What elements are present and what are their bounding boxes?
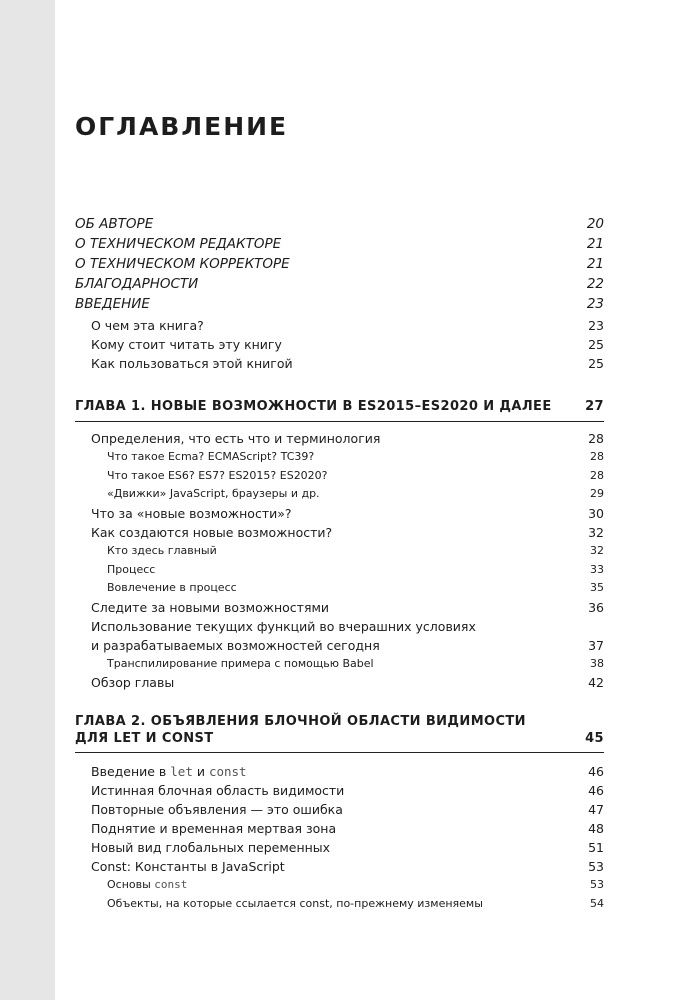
toc-entry[interactable]	[91, 525, 604, 540]
toc-entry-label: Использование текущих функций во вчерашних условиях	[91, 619, 476, 634]
toc-entry[interactable]	[75, 236, 604, 252]
toc-entry[interactable]	[91, 783, 604, 798]
toc-entry-label: Что за «новые возможности»?	[91, 506, 292, 522]
chapter-page: 45	[585, 731, 604, 746]
toc-entry[interactable]	[107, 581, 604, 594]
toc-entry[interactable]	[107, 469, 604, 482]
toc-entry[interactable]	[91, 356, 604, 371]
toc-entry-label: О чем эта книга?	[91, 318, 204, 333]
toc-entry-page: 36	[588, 600, 604, 616]
toc-entry-page: 51	[588, 840, 604, 855]
toc-entry-label: Введение в let и const	[91, 764, 247, 779]
toc-entry[interactable]	[107, 897, 604, 910]
toc-entry-label: Повторные объявления — это ошибка	[91, 802, 343, 817]
chapter-divider	[75, 421, 604, 422]
toc-entry-page: 21	[586, 256, 604, 272]
toc-entry-label: Следите за новыми возможностями	[91, 600, 330, 616]
toc-entry[interactable]	[75, 296, 604, 312]
toc-entry-label: Кто здесь главный	[107, 543, 217, 557]
toc-entry[interactable]	[91, 675, 604, 690]
book-page	[55, 0, 682, 1000]
toc-entry-page: 38	[590, 656, 604, 670]
toc-entry-label: Что такое Ecma? ECMAScript? TC39?	[107, 449, 315, 463]
toc-entry-label: и разрабатываемых возможностей сегодня	[91, 637, 380, 653]
toc-entry-page: 35	[590, 581, 604, 595]
toc-entry-page: 23	[588, 318, 604, 333]
toc-entry-label: Как пользоваться этой книгой	[91, 356, 293, 371]
toc-entry[interactable]	[107, 657, 604, 670]
toc-entry-label: Кому стоит читать эту книгу	[91, 337, 282, 352]
chapter-title: ДЛЯ LET И CONST	[75, 731, 214, 746]
toc-entry[interactable]	[91, 506, 604, 521]
toc-entry-label: О ТЕХНИЧЕСКОМ КОРРЕКТОРЕ	[75, 256, 290, 272]
toc-entry-page: 42	[588, 675, 604, 691]
chapter-2-heading-line1[interactable]	[75, 714, 604, 729]
toc-entry[interactable]	[91, 619, 604, 634]
toc-entry[interactable]	[91, 318, 604, 333]
toc-entry-label: Как создаются новые возможности?	[91, 525, 333, 540]
toc-entry-label: ОБ АВТОРЕ	[75, 216, 154, 232]
toc-entry-page: 54	[590, 897, 604, 910]
toc-entry-label: Новый вид глобальных переменных	[91, 840, 331, 855]
toc-entry-label: БЛАГОДАРНОСТИ	[75, 276, 199, 292]
toc-entry[interactable]	[91, 764, 604, 779]
chapter-title: ГЛАВА 1. НОВЫЕ ВОЗМОЖНОСТИ В ES2015–ES2020 И ДАЛЕЕ	[75, 399, 552, 414]
toc-entry-label: Что такое ES6? ES7? ES2015? ES2020?	[107, 468, 328, 482]
toc-entry-page: 28	[590, 468, 604, 482]
code-keyword: const	[208, 764, 247, 779]
chapter-divider	[75, 752, 604, 753]
toc-entry-label: «Движки» JavaScript, браузеры и др.	[107, 487, 320, 501]
toc-entry-label: Истинная блочная область видимости	[91, 783, 345, 798]
toc-entry-page: 21	[586, 236, 604, 252]
toc-entry-page: 46	[588, 764, 604, 779]
toc-entry-label: Объекты, на которые ссылается const, по-прежнему изменяемы	[107, 897, 483, 910]
toc-entry[interactable]	[91, 600, 604, 615]
toc-entry[interactable]	[91, 859, 604, 874]
code-keyword: const	[154, 878, 188, 891]
toc-entry[interactable]	[91, 821, 604, 836]
toc-entry-label: О ТЕХНИЧЕСКОМ РЕДАКТОРЕ	[75, 236, 282, 252]
toc-entry-label: Const: Константы в JavaScript	[91, 859, 285, 874]
toc-entry[interactable]	[91, 337, 604, 352]
code-keyword: let	[170, 764, 193, 779]
toc-entry[interactable]	[75, 256, 604, 272]
toc-entry-page: 32	[588, 525, 604, 540]
toc-entry[interactable]	[91, 431, 604, 446]
toc-entry-label: Основы const	[107, 878, 188, 891]
toc-entry-page: 30	[588, 506, 604, 522]
toc-entry[interactable]	[107, 450, 604, 463]
toc-entry-label: Обзор главы	[91, 675, 175, 691]
toc-entry-page: 53	[590, 878, 604, 891]
toc-entry-page: 53	[588, 859, 604, 874]
toc-entry-page: 28	[588, 431, 604, 446]
toc-entry[interactable]	[91, 802, 604, 817]
toc-entry-page: 25	[588, 337, 604, 352]
toc-entry-page: 32	[590, 543, 604, 557]
toc-entry[interactable]	[107, 487, 604, 500]
toc-entry-label: Поднятие и временная мертвая зона	[91, 821, 337, 836]
chapter-1-heading[interactable]	[75, 399, 604, 414]
toc-entry[interactable]	[107, 878, 604, 891]
chapter-page: 27	[585, 399, 604, 414]
toc-entry-label: Процесс	[107, 562, 156, 576]
toc-entry[interactable]	[91, 638, 604, 653]
toc-entry-page: 20	[586, 216, 604, 232]
toc-entry-label: Определения, что есть что и терминология	[91, 431, 381, 446]
toc-entry-page: 46	[588, 783, 604, 798]
toc-entry-page: 25	[588, 356, 604, 371]
chapter-2-heading-line2[interactable]	[75, 731, 604, 746]
toc-entry[interactable]	[91, 840, 604, 855]
toc-entry-page: 33	[590, 562, 604, 576]
toc-entry[interactable]	[107, 563, 604, 576]
toc-entry[interactable]	[75, 216, 604, 232]
page-title: ОГЛАВЛЕНИЕ	[75, 112, 289, 141]
chapter-title: ГЛАВА 2. ОБЪЯВЛЕНИЯ БЛОЧНОЙ ОБЛАСТИ ВИДИМОСТИ	[75, 714, 526, 729]
toc-entry-label: ВВЕДЕНИЕ	[75, 296, 150, 312]
toc-entry-page: 37	[588, 637, 604, 653]
toc-entry[interactable]	[75, 276, 604, 292]
toc-entry[interactable]	[107, 544, 604, 557]
toc-entry-page: 28	[590, 449, 604, 463]
toc-entry-label: Вовлечение в процесс	[107, 581, 237, 595]
toc-entry-page: 22	[586, 276, 604, 292]
toc-entry-page: 29	[590, 487, 604, 501]
toc-entry-label: Транспилирование примера с помощью Babel	[107, 656, 374, 670]
toc-entry-page: 47	[588, 802, 604, 817]
toc-entry-page: 23	[586, 296, 604, 312]
toc-entry-page: 48	[588, 821, 604, 836]
